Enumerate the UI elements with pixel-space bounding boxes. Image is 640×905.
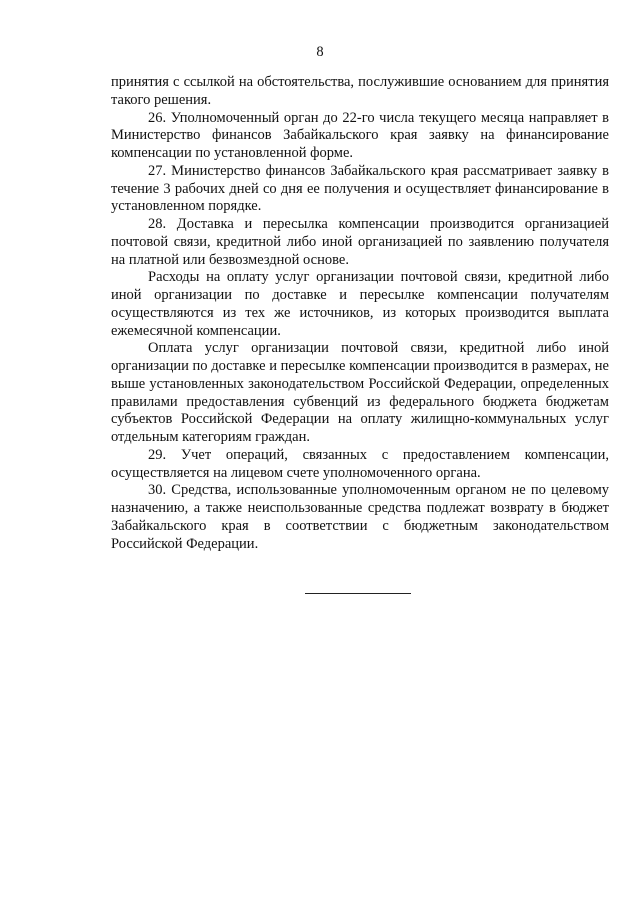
paragraph-30: 30. Средства, использованные уполномоченным органом не по целевому назначению, а также неиспользованные средства подлежат возврату в бюджет Забайкальского края в соответствии с бюджетным законодательством Российской Федерации. bbox=[111, 482, 609, 552]
paragraph-28: 28. Доставка и пересылка компенсации производится организацией почтовой связи, кредитной либо иной организацией по заявлению получателя на платной или безвозмездной основе. bbox=[111, 216, 609, 268]
paragraph-28-payment: Оплата услуг организации почтовой связи, кредитной либо иной организации по доставке и пересылке компенсации производится в размерах, не выше установленных законодательством Российской Федерации, определенных правилами предоставления субвенций из федерального бюджета бюджетам субъектов Российской Федерации на оплату жилищно-коммунальных услуг отдельным категориям граждан. bbox=[111, 340, 609, 445]
paragraph-27: 27. Министерство финансов Забайкальского края рассматривает заявку в течение 3 рабочих дней со дня ее получения и осуществляет финансирование в установленном порядке. bbox=[111, 162, 609, 215]
end-of-document-rule bbox=[305, 593, 411, 594]
page-number: 8 bbox=[316, 44, 324, 60]
paragraph-28-expenses: Расходы на оплату услуг организации почтовой связи, кредитной либо иной организации по доставке и пересылке компенсации получателям осуществляются из тех же источников, из которых производится выплата ежемесячной компенсации. bbox=[111, 269, 609, 339]
paragraph-continued: принятия с ссылкой на обстоятельства, послужившие основанием для принятия такого решения. bbox=[111, 74, 609, 108]
document-body bbox=[111, 74, 609, 553]
paragraph-29: 29. Учет операций, связанных с предоставлением компенсации, осуществляется на лицевом счете уполномоченного органа. bbox=[111, 446, 609, 481]
paragraph-26: 26. Уполномоченный орган до 22-го числа текущего месяца направляет в Министерство финансов Забайкальского края заявку на финансирование компенсации по установленной форме. bbox=[111, 109, 609, 161]
